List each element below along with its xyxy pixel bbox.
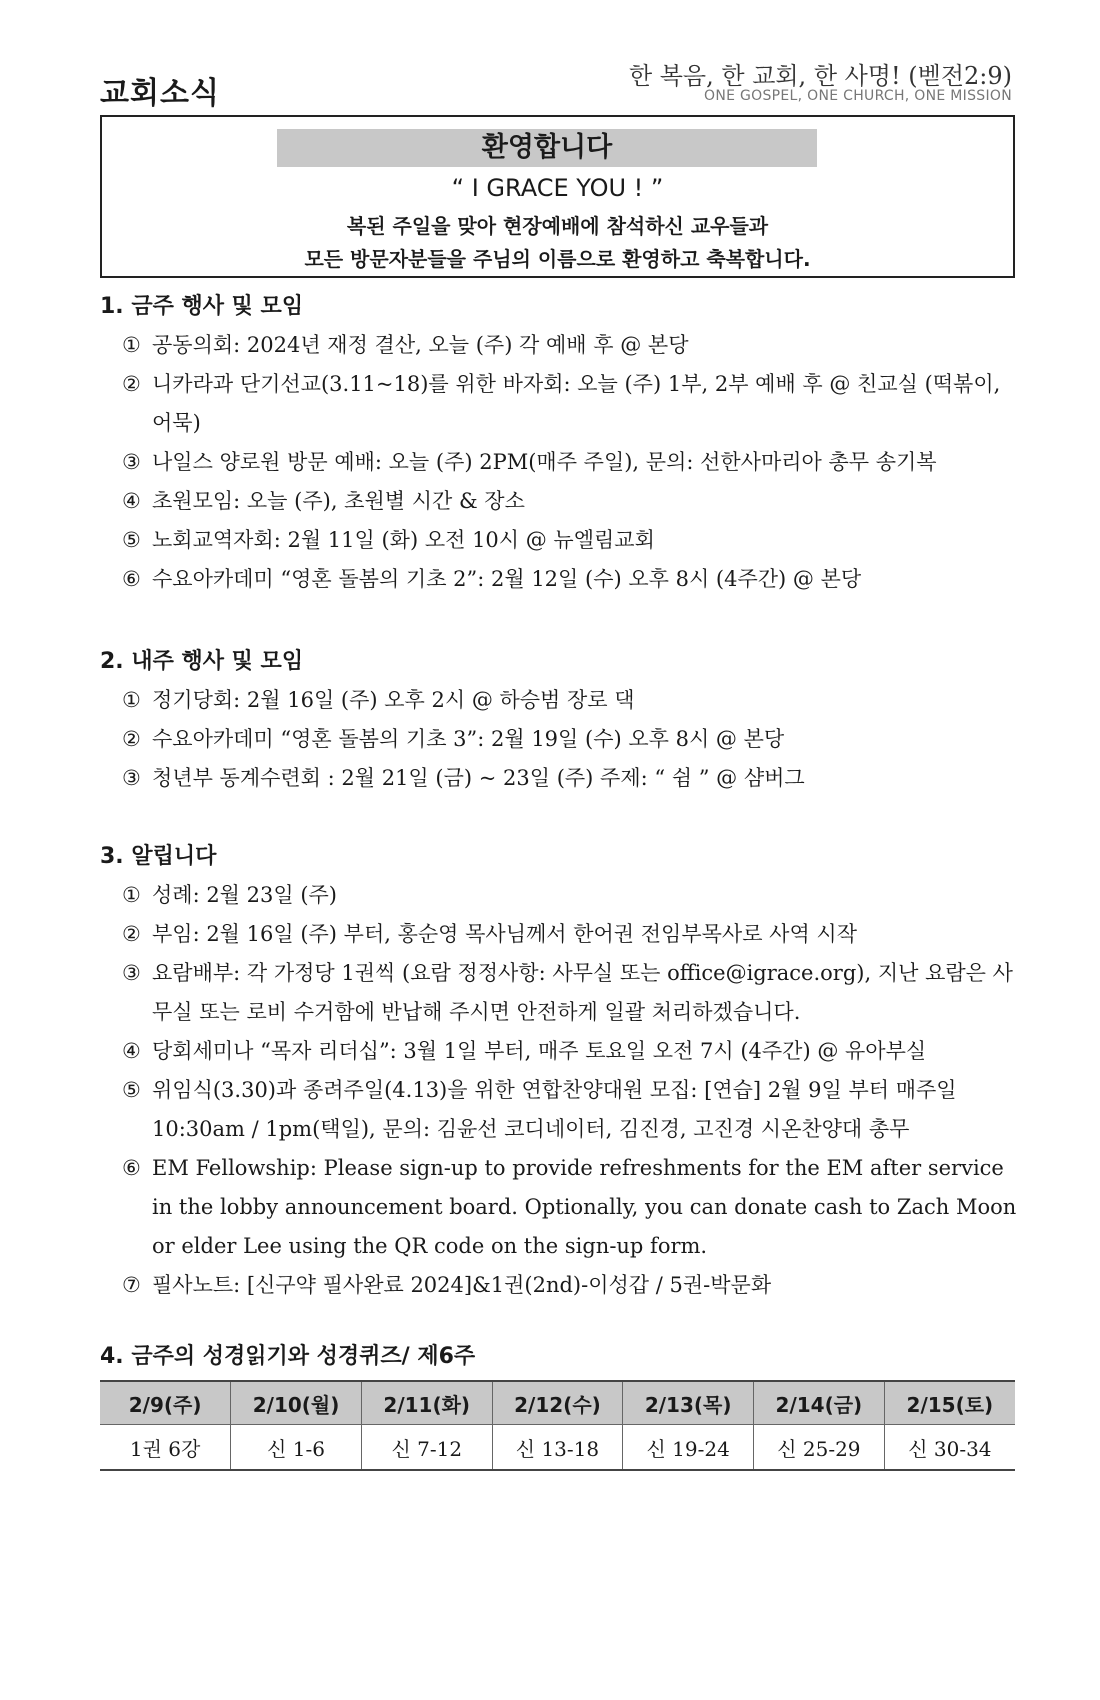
list-item xyxy=(100,876,1020,915)
item-number: ④ xyxy=(122,489,141,513)
list-item xyxy=(100,1032,1020,1071)
list-item xyxy=(100,482,1020,521)
item-text: 요람배부: 각 가정당 1권씩 (요람 정정사항: 사무실 또는 office@igrace.org), 지난 요람은 사무실 또는 로비 수거함에 반납해 주시면 안전하게 일괄 처리하겠습니다. xyxy=(152,961,1013,1024)
list-item xyxy=(100,759,1020,798)
column-header: 2/10(월) xyxy=(231,1381,362,1425)
table-cell: 신 7-12 xyxy=(361,1425,492,1471)
item-text: 공동의회: 2024년 재정 결산, 오늘 (주) 각 예배 후 @ 본당 xyxy=(152,333,689,357)
item-text: 니카라과 단기선교(3.11~18)를 위한 바자회: 오늘 (주) 1부, 2부 예배 후 @ 친교실 (떡볶이, 어묵) xyxy=(152,372,1001,435)
table-cell: 신 13-18 xyxy=(492,1425,623,1471)
item-number: ① xyxy=(122,688,141,712)
section-heading: 1. 금주 행사 및 모임 xyxy=(100,294,304,319)
item-text: 필사노트: [신구약 필사완료 2024]&1권(2nd)-이성갑 / 5권-박문화 xyxy=(152,1273,772,1297)
item-number: ⑤ xyxy=(122,1078,141,1102)
welcome-message-line-2: 모든 방문자분들을 주님의 이름으로 환영하고 축복합니다. xyxy=(304,247,811,271)
motto-english: ONE GOSPEL, ONE CHURCH, ONE MISSION xyxy=(704,88,1012,104)
item-text: 당회세미나 “목자 리더십”: 3월 1일 부터, 매주 토요일 오전 7시 (4주간) @ 유아부실 xyxy=(152,1039,927,1063)
list-item xyxy=(100,954,1020,1032)
welcome-message-line-1: 복된 주일을 맞아 현장예배에 참석하신 교우들과 xyxy=(346,214,769,238)
item-text: 수요아카데미 “영혼 돌봄의 기초 2”: 2월 12일 (수) 오후 8시 (4주간) @ 본당 xyxy=(152,567,862,591)
item-text: 초원모임: 오늘 (주), 초원별 시간 & 장소 xyxy=(152,489,525,513)
list-item xyxy=(100,326,1020,365)
table-cell: 신 19-24 xyxy=(623,1425,754,1471)
item-number: ② xyxy=(122,922,141,946)
section-this-week xyxy=(100,288,1020,599)
table-cell: 1권 6강 xyxy=(100,1425,231,1471)
section-bible-reading xyxy=(100,1338,1020,1376)
item-number: ③ xyxy=(122,450,141,474)
section-heading: 2. 내주 행사 및 모임 xyxy=(100,649,304,674)
item-number: ⑥ xyxy=(122,1156,141,1180)
item-number: ④ xyxy=(122,1039,141,1063)
item-number: ⑥ xyxy=(122,567,141,591)
welcome-box xyxy=(100,115,1015,278)
column-header: 2/12(수) xyxy=(492,1381,623,1425)
item-text: 성례: 2월 23일 (주) xyxy=(152,883,337,907)
item-text: 위임식(3.30)과 종려주일(4.13)을 위한 연합찬양대원 모집: [연습] 2월 9일 부터 매주일 10:30am / 1pm(택일), 문의: 김윤선 코디네이터, 김진경, 고진경 시온찬양대 총무 xyxy=(152,1078,957,1141)
table-header-row xyxy=(100,1381,1015,1425)
item-text: EM Fellowship: Please sign-up to provide refreshments for the EM after service in the lobby announcement board. Optionally, you can donate cash to Zach Moon or elder Lee using the QR code on the sign-up form. xyxy=(152,1156,1017,1258)
list-item xyxy=(100,681,1020,720)
section-next-week xyxy=(100,643,1020,798)
page-title: 교회소식 xyxy=(100,76,220,111)
item-text: 부임: 2월 16일 (주) 부터, 홍순영 목사님께서 한어권 전임부목사로 사역 시작 xyxy=(152,922,857,946)
item-number: ③ xyxy=(122,766,141,790)
list-item xyxy=(100,521,1020,560)
item-text: 수요아카데미 “영혼 돌봄의 기초 3”: 2월 19일 (수) 오후 8시 @ 본당 xyxy=(152,727,785,751)
item-text: 나일스 양로원 방문 예배: 오늘 (주) 2PM(매주 주일), 문의: 선한사마리아 총무 송기복 xyxy=(152,450,937,474)
section-announcements xyxy=(100,838,1020,1305)
motto-korean: 한 복음, 한 교회, 한 사명! (벧전2:9) xyxy=(628,62,1012,90)
table-cell: 신 25-29 xyxy=(754,1425,885,1471)
item-number: ① xyxy=(122,883,141,907)
item-text: 노회교역자회: 2월 11일 (화) 오전 10시 @ 뉴엘림교회 xyxy=(152,528,655,552)
table-cell: 신 30-34 xyxy=(884,1425,1015,1471)
list-item xyxy=(100,1071,1020,1149)
list-item xyxy=(100,915,1020,954)
section-heading: 3. 알립니다 xyxy=(100,844,217,869)
welcome-subtitle: “ I GRACE YOU ! ” xyxy=(451,174,664,202)
item-text: 청년부 동계수련회 : 2월 21일 (금) ~ 23일 (주) 주제: “ 쉼 ” @ 샴버그 xyxy=(152,766,805,790)
item-number: ① xyxy=(122,333,141,357)
item-number: ③ xyxy=(122,961,141,985)
item-text: 정기당회: 2월 16일 (주) 오후 2시 @ 하승범 장로 댁 xyxy=(152,688,635,712)
table-cell: 신 1-6 xyxy=(231,1425,362,1471)
list-item xyxy=(100,1149,1020,1266)
column-header: 2/13(목) xyxy=(623,1381,754,1425)
list-item xyxy=(100,443,1020,482)
item-number: ⑦ xyxy=(122,1273,141,1297)
list-item xyxy=(100,1266,1020,1305)
column-header: 2/15(토) xyxy=(884,1381,1015,1425)
welcome-title: 환영합니다 xyxy=(277,129,817,167)
section-heading: 4. 금주의 성경읽기와 성경퀴즈/ 제6주 xyxy=(100,1344,476,1369)
bible-reading-table xyxy=(100,1380,1015,1471)
list-item xyxy=(100,720,1020,759)
table-row xyxy=(100,1425,1015,1471)
list-item xyxy=(100,365,1020,443)
item-number: ⑤ xyxy=(122,528,141,552)
column-header: 2/9(주) xyxy=(100,1381,231,1425)
column-header: 2/14(금) xyxy=(754,1381,885,1425)
column-header: 2/11(화) xyxy=(361,1381,492,1425)
list-item xyxy=(100,560,1020,599)
item-number: ② xyxy=(122,727,141,751)
item-number: ② xyxy=(122,372,141,396)
